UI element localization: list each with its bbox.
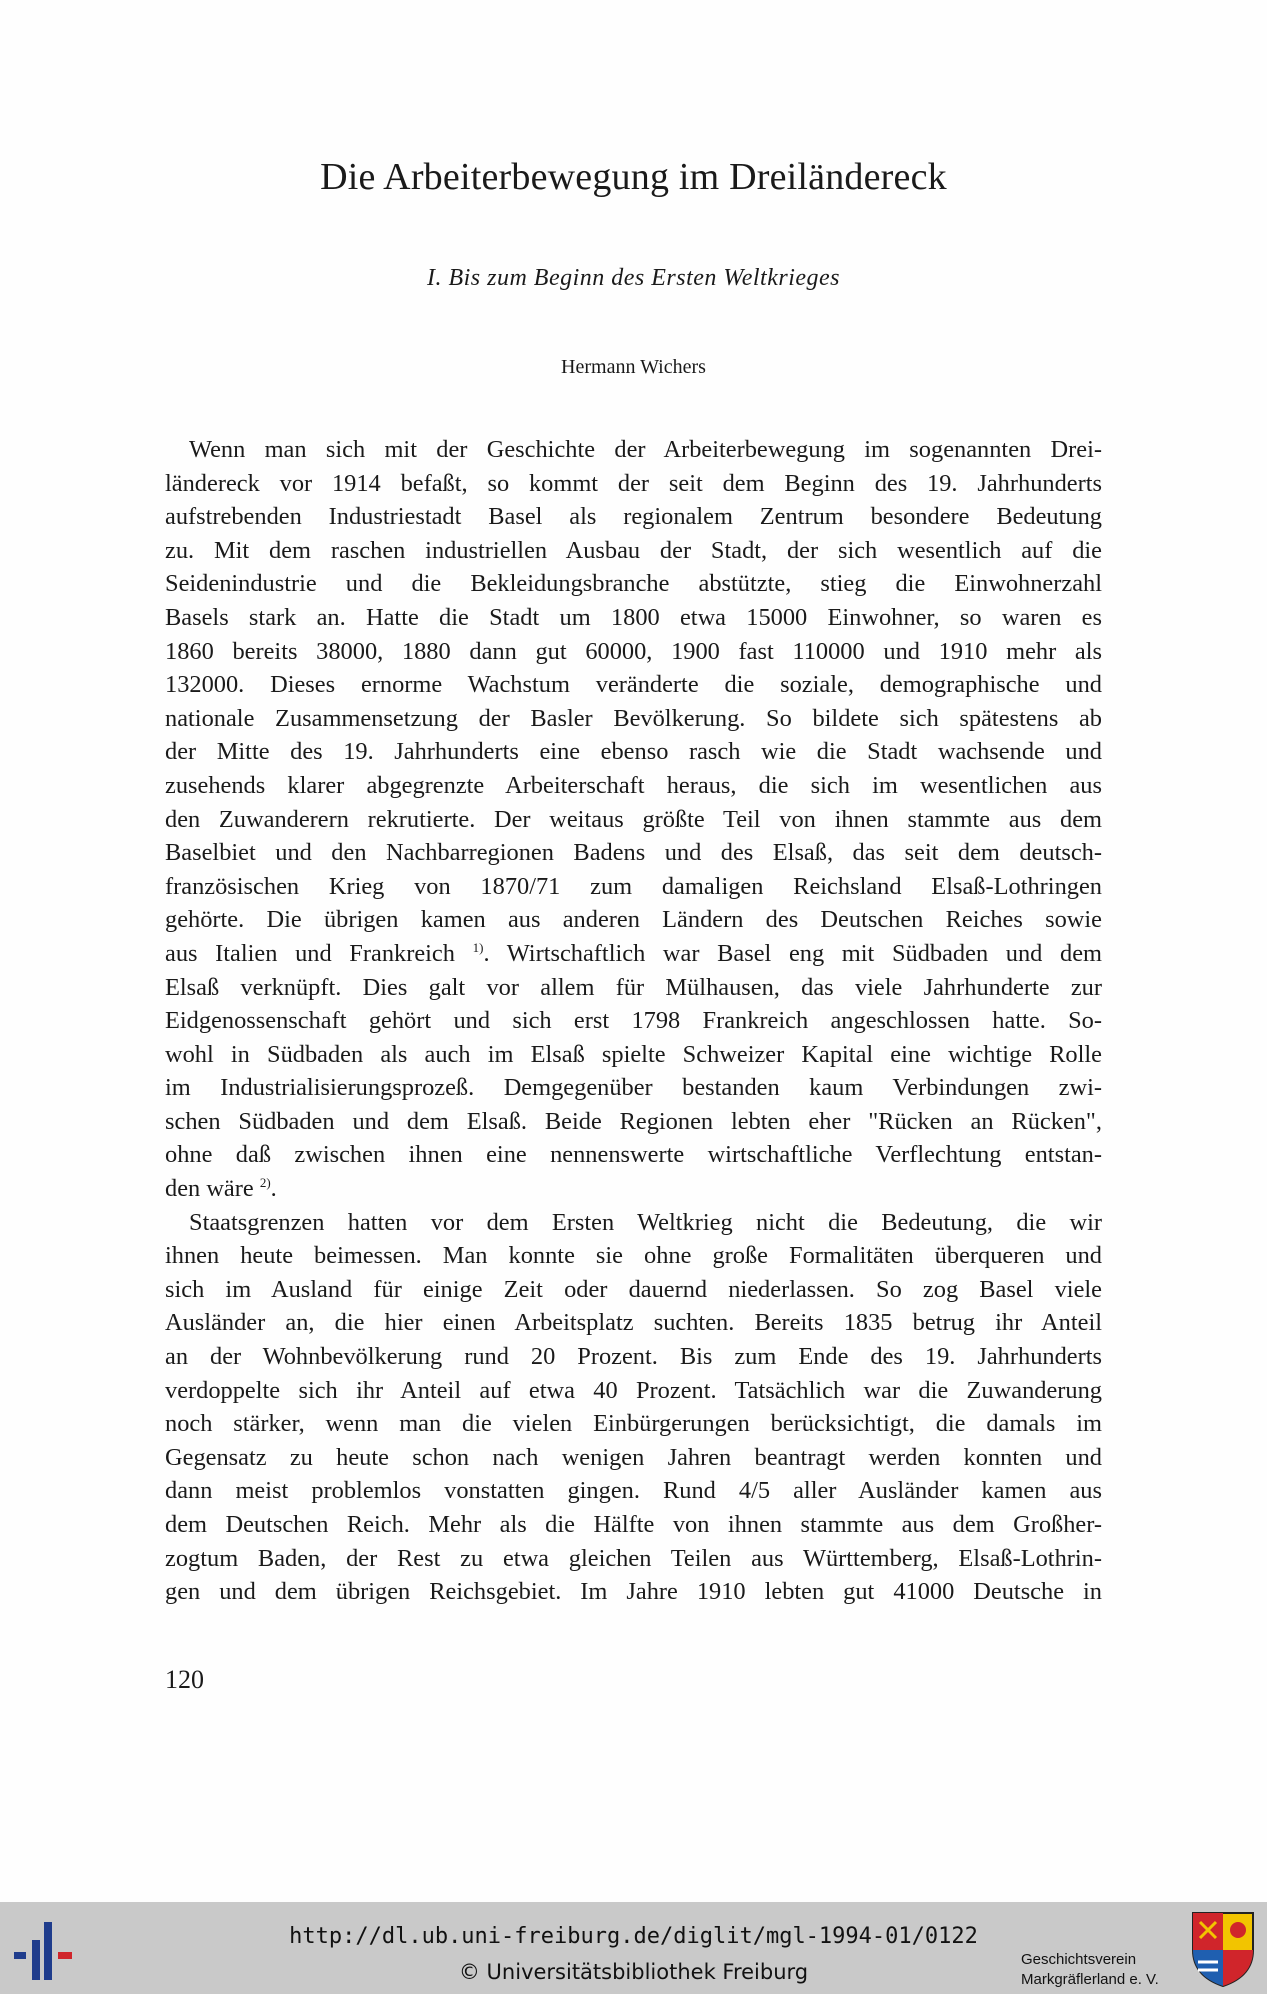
text-line: ländereck vor 1914 befaßt, so kommt der seit dem Beginn des 19. Jahrhunderts (165, 469, 1102, 497)
text-line: 132000. Dieses ernorme Wachstum veränderte die soziale, demographische und (165, 671, 1102, 699)
text-line: wohl in Südbaden als auch im Elsaß spielte Schweizer Kapital eine wichtige Rolle (165, 1040, 1102, 1068)
page-number: 120 (165, 1665, 204, 1694)
text-line (165, 1172, 1102, 1206)
text-line: 1860 bereits 38000, 1880 dann gut 60000, 1900 fast 110000 und 1910 mehr als (165, 637, 1102, 665)
text-line: zogtum Baden, der Rest zu etwa gleichen Teilen aus Württemberg, Elsaß-Lothrin- (165, 1544, 1102, 1572)
document-url-link[interactable]: http://dl.ub.uni-freiburg.de/diglit/mgl-1994-01/0122 (289, 1924, 978, 1949)
paragraph-1 (165, 433, 1102, 1206)
society-line-2: Markgräflerland e. V. (1021, 1971, 1159, 1988)
text-line: sich im Ausland für einige Zeit oder dauernd niederlassen. So zog Basel viele (165, 1275, 1102, 1303)
text-line: im Industrialisierungsprozeß. Demgegenüber bestanden kaum Verbindungen zwi- (165, 1074, 1102, 1102)
footnote-ref-1: 1) (472, 939, 484, 955)
line-text: . Wirtschaftlich war Basel eng mit Südbaden und dem (483, 939, 1102, 967)
body-text (165, 433, 1102, 1609)
text-line: zusehends klarer abgegrenzte Arbeiterschaft heraus, die sich im wesentlichen aus (165, 771, 1102, 799)
society-line-1: Geschichtsverein (1021, 1951, 1137, 1968)
text-line: Seidenindustrie und die Bekleidungsbranche abstützte, stieg die Einwohnerzahl (165, 570, 1102, 598)
text-line: nationale Zusammensetzung der Basler Bevölkerung. So bildete sich spätestens ab (165, 704, 1102, 732)
article-title: Die Arbeiterbewegung im Dreiländereck (320, 156, 947, 198)
line-text: . (270, 1175, 277, 1203)
text-line: den Zuwanderern rekrutierte. Der weitaus größte Teil von ihnen stammte aus dem (165, 805, 1102, 833)
line-text: den wäre (165, 1175, 254, 1203)
text-line: französischen Krieg von 1870/71 zum damaligen Reichsland Elsaß-Lothringen (165, 872, 1102, 900)
text-line: noch stärker, wenn man die vielen Einbürgerungen berücksichtigt, die damals im (165, 1410, 1102, 1438)
text-line: an der Wohnbevölkerung rund 20 Prozent. Bis zum Ende des 19. Jahrhunderts (165, 1343, 1102, 1371)
copyright-text: © Universitätsbibliothek Freiburg (458, 1960, 809, 1984)
text-line: dann meist problemlos vonstatten gingen. Rund 4/5 aller Ausländer kamen aus (165, 1477, 1102, 1505)
footer-bar (0, 1902, 1267, 1994)
text-line: Staatsgrenzen hatten vor dem Ersten Weltkrieg nicht die Bedeutung, die wir (189, 1208, 1102, 1236)
text-line: Elsaß verknüpft. Dies galt vor allem für Mülhausen, das viele Jahrhunderte zur (165, 973, 1102, 1001)
text-line: Baselbiet und den Nachbarregionen Badens und des Elsaß, das seit dem deutsch- (165, 839, 1102, 867)
article-subtitle: I. Bis zum Beginn des Ersten Weltkrieges (426, 265, 841, 291)
text-line: Wenn man sich mit der Geschichte der Arbeiterbewegung im sogenannten Drei- (189, 436, 1102, 463)
text-line: gehörte. Die übrigen kamen aus anderen Ländern des Deutschen Reiches sowie (165, 906, 1102, 934)
text-line: Eidgenossenschaft gehört und sich erst 1798 Frankreich angeschlossen hatte. So- (165, 1007, 1102, 1035)
author-name: Hermann Wichers (561, 356, 706, 378)
text-line: zu. Mit dem raschen industriellen Ausbau der Stadt, der sich wesentlich auf die (165, 536, 1102, 564)
society-name (1021, 1950, 1191, 1990)
coat-of-arms-icon (1190, 1910, 1256, 1988)
footnote-ref-2: 2) (259, 1175, 271, 1191)
text-line (165, 937, 1102, 971)
line-text: aus Italien und Frankreich (165, 939, 455, 967)
text-line: gen und dem übrigen Reichsgebiet. Im Jahre 1910 lebten gut 41000 Deutsche in (165, 1578, 1102, 1606)
paragraph-2 (165, 1206, 1102, 1609)
text-line: dem Deutschen Reich. Mehr als die Hälfte von ihnen stammte aus dem Großher- (165, 1511, 1102, 1538)
text-line: ihnen heute beimessen. Man konnte sie ohne große Formalitäten überqueren und (165, 1242, 1102, 1270)
text-line: Basels stark an. Hatte die Stadt um 1800 etwa 15000 Einwohner, so waren es (165, 603, 1102, 631)
text-line: schen Südbaden und dem Elsaß. Beide Regionen lebten eher "Rücken an Rücken", (165, 1107, 1102, 1135)
text-line: Gegensatz zu heute schon nach wenigen Jahren beantragt werden konnten und (165, 1443, 1102, 1471)
text-line: Ausländer an, die hier einen Arbeitsplatz suchten. Bereits 1835 betrug ihr Anteil (165, 1309, 1102, 1337)
text-line: aufstrebenden Industriestadt Basel als regionalem Zentrum besondere Bedeutung (165, 503, 1102, 531)
text-line: verdoppelte sich ihr Anteil auf etwa 40 Prozent. Tatsächlich war die Zuwanderung (165, 1376, 1102, 1404)
text-line: ohne daß zwischen ihnen eine nennenswerte wirtschaftliche Verflechtung entstan- (165, 1141, 1102, 1169)
text-line: der Mitte des 19. Jahrhunderts eine ebenso rasch wie die Stadt wachsende und (165, 738, 1102, 766)
